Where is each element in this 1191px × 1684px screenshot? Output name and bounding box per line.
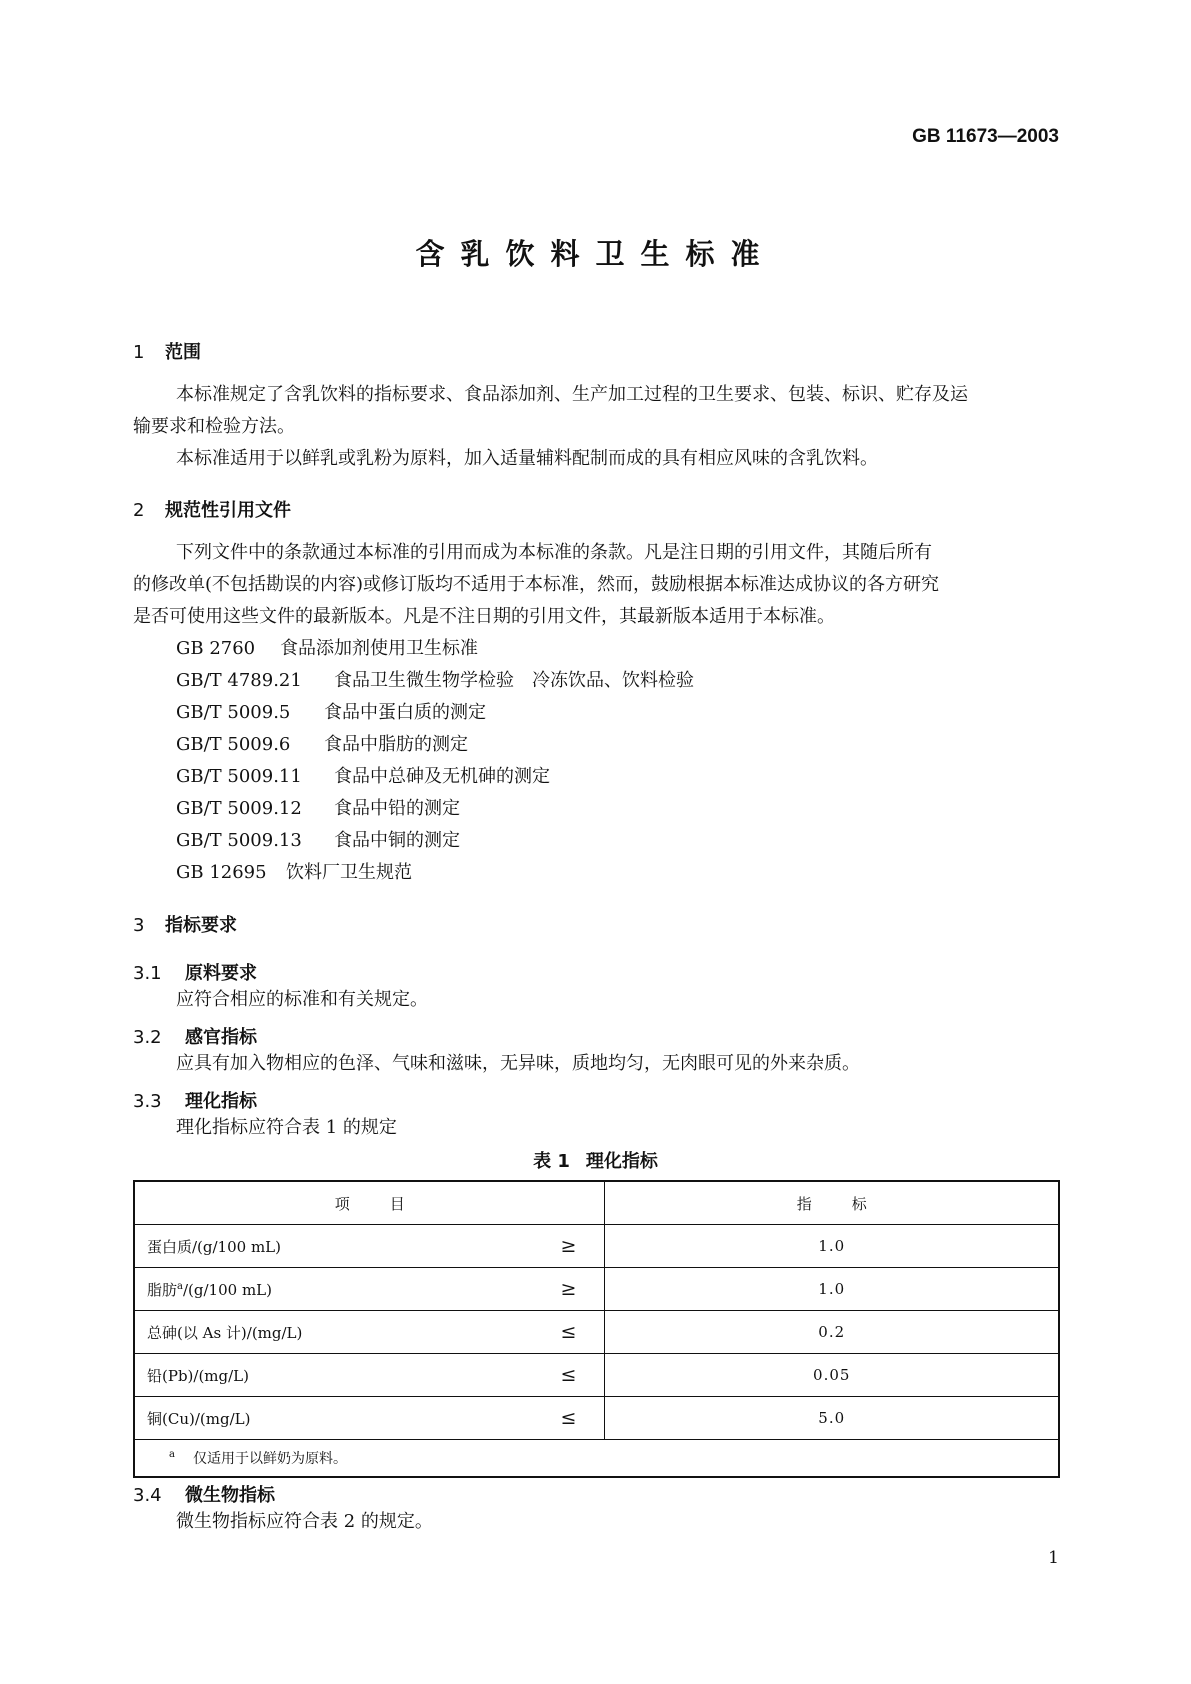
subsection-number: 3.3	[133, 1091, 162, 1112]
table-header-value: 指标	[605, 1181, 1059, 1225]
table-footnote-row	[134, 1440, 1059, 1478]
section-title: 范围	[165, 342, 201, 363]
table-number: 表 1	[533, 1151, 570, 1172]
table-footnote	[134, 1440, 1059, 1478]
standard-code: GB 11673—2003	[912, 126, 1059, 147]
item-label: 铅(Pb)/(mg/L)	[147, 1366, 249, 1385]
item-label: 蛋白质/(g/100 mL)	[147, 1237, 281, 1256]
reference-item	[176, 761, 550, 793]
section-title: 指标要求	[165, 915, 237, 936]
section-2-heading	[133, 496, 291, 522]
subsection-3-3-text: 理化指标应符合表 1 的规定	[176, 1117, 397, 1138]
reference-code: GB/T 4789.21	[176, 670, 302, 691]
item-unit: /(g/100 mL)	[182, 1280, 272, 1299]
section-number: 2	[133, 500, 145, 521]
reference-item	[176, 857, 412, 889]
footnote-text: 仅适用于以鲜奶为原料。	[192, 1451, 347, 1467]
reference-code: GB/T 5009.12	[176, 798, 302, 819]
table-value-cell: 1.0	[605, 1268, 1059, 1311]
reference-item	[176, 697, 486, 729]
table-value-cell: 1.0	[605, 1225, 1059, 1268]
footnote-mark: a	[169, 1449, 175, 1461]
subsection-title: 原料要求	[185, 963, 257, 984]
subsection-3-1-heading	[133, 959, 257, 985]
subsection-3-4-heading	[133, 1481, 275, 1507]
footnote-mark: a	[177, 1280, 183, 1292]
reference-name: 食品中脂肪的测定	[324, 734, 468, 755]
subsection-number: 3.1	[133, 963, 162, 984]
section-2-paragraph-line-3: 是否可使用这些文件的最新版本。凡是不注日期的引用文件，其最新版本适用于本标准。	[133, 606, 835, 627]
reference-code: GB/T 5009.6	[176, 734, 291, 755]
subsection-number: 3.4	[133, 1485, 162, 1506]
table-row	[134, 1311, 1059, 1354]
table-item-cell	[134, 1354, 605, 1397]
relation-symbol: ≤	[560, 1364, 577, 1386]
item-label: 脂肪	[147, 1280, 178, 1299]
table-1	[133, 1180, 1060, 1478]
table-row	[134, 1225, 1059, 1268]
reference-name: 食品中总砷及无机砷的测定	[334, 766, 550, 787]
table-value-cell: 0.2	[605, 1311, 1059, 1354]
subsection-3-1-text: 应符合相应的标准和有关规定。	[176, 989, 428, 1010]
reference-name: 食品中铜的测定	[334, 830, 460, 851]
subsection-3-4-text: 微生物指标应符合表 2 的规定。	[176, 1511, 433, 1532]
page-number: 1	[1048, 1548, 1059, 1568]
subsection-title: 感官指标	[185, 1027, 257, 1048]
reference-name: 食品添加剂使用卫生标准	[280, 638, 478, 659]
section-3-heading	[133, 911, 237, 937]
reference-item	[176, 793, 460, 825]
reference-code: GB/T 5009.5	[176, 702, 291, 723]
table-header-item: 项目	[134, 1181, 605, 1225]
reference-item	[176, 633, 478, 665]
table-row	[134, 1354, 1059, 1397]
table-header-row	[134, 1181, 1059, 1225]
section-2-paragraph-line-2: 的修改单(不包括勘误的内容)或修订版均不适用于本标准，然而，鼓励根据本标准达成协议的各方研究	[133, 574, 940, 595]
reference-code: GB 12695	[176, 862, 267, 883]
relation-symbol: ≥	[560, 1278, 577, 1300]
item-label: 总砷(以 As 计)/(mg/L)	[147, 1323, 303, 1342]
table-item-cell	[134, 1397, 605, 1440]
subsection-title: 理化指标	[185, 1091, 257, 1112]
section-1-heading	[133, 338, 201, 364]
table-row	[134, 1397, 1059, 1440]
subsection-title: 微生物指标	[185, 1485, 275, 1506]
table-value-cell: 5.0	[605, 1397, 1059, 1440]
section-number: 1	[133, 342, 145, 363]
table-row	[134, 1268, 1059, 1311]
reference-code: GB/T 5009.11	[176, 766, 302, 787]
relation-symbol: ≤	[560, 1407, 577, 1429]
reference-name: 食品中蛋白质的测定	[324, 702, 486, 723]
reference-code: GB 2760	[176, 638, 256, 659]
table-item-cell	[134, 1225, 605, 1268]
subsection-number: 3.2	[133, 1027, 162, 1048]
reference-name: 食品中铅的测定	[334, 798, 460, 819]
section-title: 规范性引用文件	[165, 500, 291, 521]
section-1-paragraph-2: 本标准适用于以鲜乳或乳粉为原料，加入适量辅料配制而成的具有相应风味的含乳饮料。	[176, 448, 878, 469]
reference-item	[176, 825, 460, 857]
relation-symbol: ≤	[560, 1321, 577, 1343]
section-1-paragraph-1-line-2: 输要求和检验方法。	[133, 416, 295, 437]
section-1-paragraph-1-line-1: 本标准规定了含乳饮料的指标要求、食品添加剂、生产加工过程的卫生要求、包装、标识、贮存及运	[176, 384, 968, 405]
table-item-cell	[134, 1311, 605, 1354]
reference-item	[176, 729, 468, 761]
reference-name: 饮料厂卫生规范	[286, 862, 412, 883]
table-1-caption	[0, 1147, 1191, 1173]
reference-code: GB/T 5009.13	[176, 830, 302, 851]
table-item-cell	[134, 1268, 605, 1311]
reference-item	[176, 665, 694, 697]
subsection-3-3-heading	[133, 1087, 257, 1113]
relation-symbol: ≥	[560, 1235, 577, 1257]
reference-name: 食品卫生微生物学检验 冷冻饮品、饮料检验	[334, 670, 694, 691]
subsection-3-2-heading	[133, 1023, 257, 1049]
table-value-cell: 0.05	[605, 1354, 1059, 1397]
section-2-paragraph-line-1: 下列文件中的条款通过本标准的引用而成为本标准的条款。凡是注日期的引用文件，其随后所有	[176, 542, 932, 563]
item-label: 铜(Cu)/(mg/L)	[147, 1409, 251, 1428]
table-title: 理化指标	[585, 1151, 658, 1172]
subsection-3-2-text: 应具有加入物相应的色泽、气味和滋味，无异味，质地均匀，无肉眼可见的外来杂质。	[176, 1053, 860, 1074]
document-title: 含乳饮料卫生标准	[415, 237, 776, 271]
section-number: 3	[133, 915, 145, 936]
